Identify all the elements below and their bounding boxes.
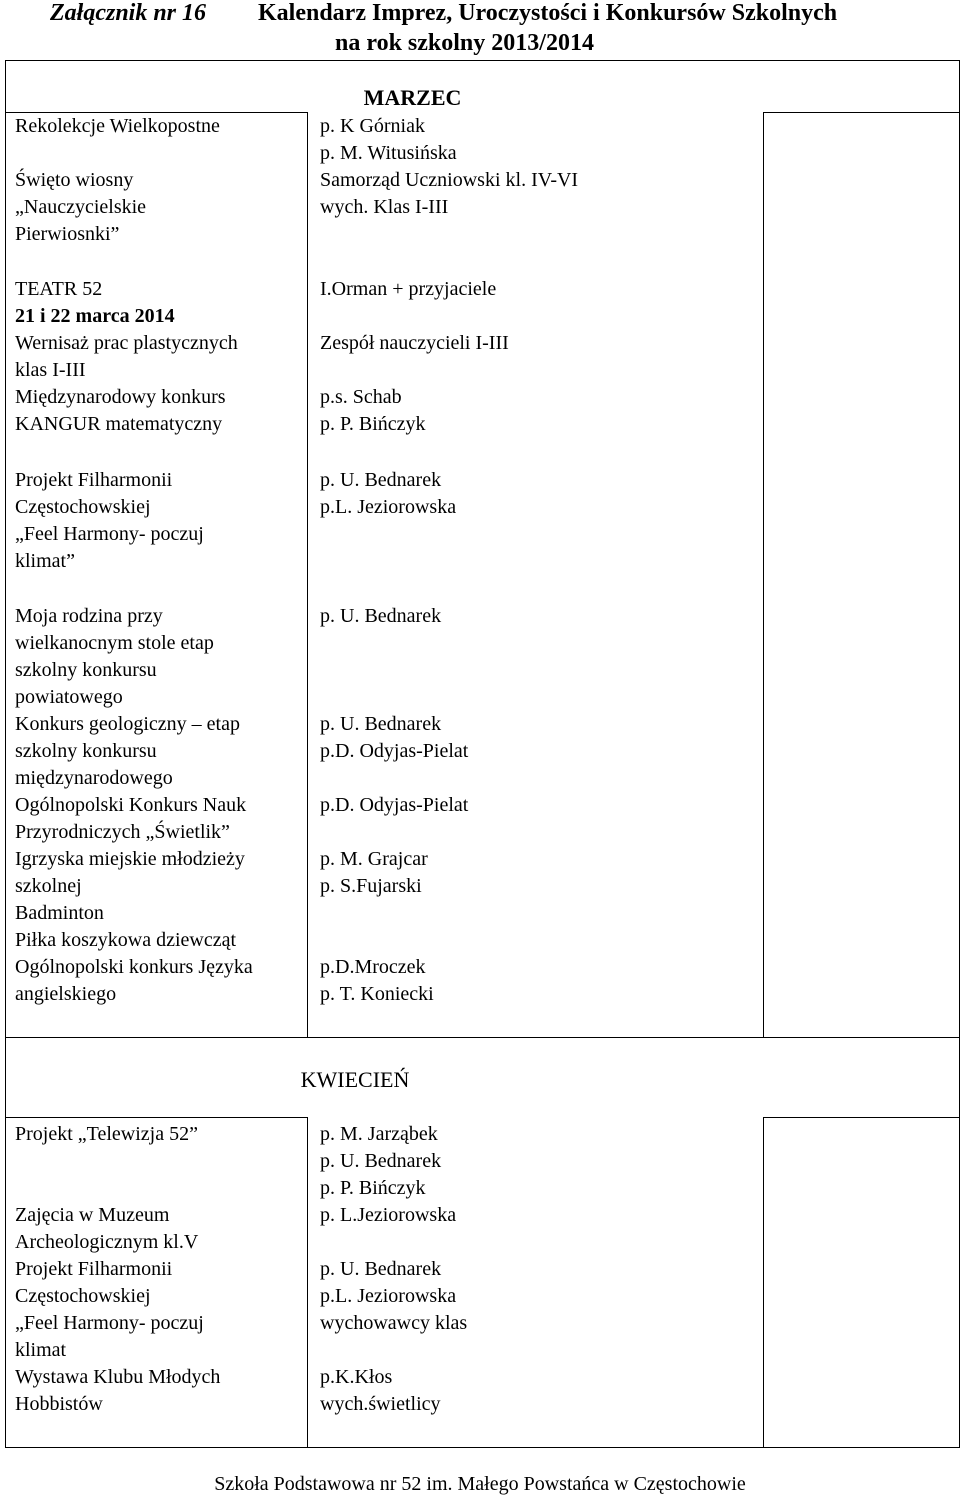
column-divider [307, 112, 308, 1038]
column-divider [307, 1117, 308, 1448]
person-text [320, 684, 468, 711]
event-text: Ogólnopolski Konkurs Nauk [15, 794, 247, 816]
person-text: p. U. Bednarek [320, 1258, 442, 1280]
school-footer: Szkoła Podstawowa nr 52 im. Małego Powstańca w Częstochowie [214, 1473, 746, 1495]
event-text: powiatowego [15, 686, 123, 708]
april-event-cell [15, 1121, 220, 1418]
person-text [320, 1229, 467, 1256]
person-text: p. P. Bińczyk [320, 413, 426, 435]
event-text: klimat” [15, 550, 75, 572]
person-text: wychowawcy klas [320, 1312, 468, 1334]
event-text: Częstochowskiej [15, 496, 151, 518]
event-text: Rekolekcje Wielkopostne [15, 115, 220, 137]
event-text: Hobbistów [15, 1393, 103, 1415]
school-year-subtitle: na rok szkolny 2013/2014 [335, 30, 594, 56]
march-event-cell [15, 467, 204, 575]
attachment-label: Załącznik nr 16 [50, 0, 207, 26]
person-text: p. P. Bińczyk [320, 1177, 426, 1199]
event-text: TEATR 52 [15, 278, 103, 300]
person-text: Zespół nauczycieli I-III [320, 332, 509, 354]
person-text: p.s. Schab [320, 386, 402, 408]
event-text: Moja rodzina przy [15, 605, 163, 627]
person-text: p. M. Grajcar [320, 848, 428, 870]
event-text: Piłka koszykowa dziewcząt [15, 929, 237, 951]
person-text [320, 1337, 467, 1364]
march-responsible-cell [320, 276, 509, 438]
event-text: Częstochowskiej [15, 1285, 151, 1307]
column-divider [763, 1117, 764, 1448]
event-text: międzynarodowego [15, 767, 173, 789]
march-event-cell [15, 167, 146, 248]
person-text: wych. Klas I-III [320, 196, 449, 218]
event-text: Konkurs geologiczny – etap [15, 713, 240, 735]
person-text [320, 657, 468, 684]
event-text: Projekt „Telewizja 52” [15, 1123, 198, 1145]
person-text [320, 900, 468, 927]
event-text: Archeologicznym kl.V [15, 1231, 199, 1253]
event-text: Pierwiosnki” [15, 223, 120, 245]
person-text: p. M. Jarząbek [320, 1123, 438, 1145]
march-responsible-cell [320, 467, 456, 521]
march-event-cell [15, 276, 238, 438]
event-text: Badminton [15, 902, 104, 924]
person-text: p. U. Bednarek [320, 1150, 442, 1172]
person-text: wych.świetlicy [320, 1393, 441, 1415]
march-responsible-cell [320, 603, 468, 1008]
person-text [320, 303, 509, 330]
event-text [15, 1148, 220, 1175]
event-text: szkolny konkursu [15, 659, 157, 681]
person-text [320, 927, 468, 954]
table-border-bottom [5, 1447, 960, 1448]
event-text: Projekt Filharmonii [15, 1258, 173, 1280]
table-border-left [5, 60, 6, 1038]
event-text: Międzynarodowy konkurs [15, 386, 226, 408]
event-text: „Feel Harmony- poczuj [15, 523, 204, 545]
event-text: angielskiego [15, 983, 117, 1005]
event-text: Projekt Filharmonii [15, 469, 173, 491]
person-text: p.L. Jeziorowska [320, 1285, 457, 1307]
column-divider [763, 112, 764, 1038]
row-divider [764, 112, 960, 113]
person-text: p. U. Bednarek [320, 605, 442, 627]
event-text: Wernisaż prac plastycznych [15, 332, 238, 354]
person-text [320, 357, 509, 384]
person-text [320, 819, 468, 846]
event-text: klas I-III [15, 359, 86, 381]
person-text: p.D. Odyjas-Pielat [320, 740, 469, 762]
march-event-cell [15, 113, 220, 140]
person-text [320, 630, 468, 657]
person-text: I.Orman + przyjaciele [320, 278, 497, 300]
table-border-left [5, 1038, 6, 1448]
event-text: Przyrodniczych „Świetlik” [15, 821, 230, 843]
april-responsible-cell [320, 1121, 467, 1418]
person-text: p.K.Kłos [320, 1366, 393, 1388]
table-border-top [5, 60, 960, 61]
row-divider [764, 1117, 960, 1118]
event-text: Zajęcia w Muzeum [15, 1204, 170, 1226]
row-divider [5, 1117, 308, 1118]
event-text [15, 1175, 220, 1202]
march-responsible-cell [320, 113, 578, 221]
person-text: Samorząd Uczniowski kl. IV-VI [320, 169, 579, 191]
march-event-cell [15, 603, 253, 1008]
document-title: Kalendarz Imprez, Uroczystości i Konkursów Szkolnych [258, 0, 838, 26]
event-text: Igrzyska miejskie młodzieży [15, 848, 245, 870]
person-text: p. U. Bednarek [320, 713, 442, 735]
event-text: Święto wiosny [15, 169, 134, 191]
person-text: p. M. Witusińska [320, 142, 457, 164]
person-text: p. T. Koniecki [320, 983, 434, 1005]
event-text: wielkanocnym stole etap [15, 632, 214, 654]
event-date: 21 i 22 marca 2014 [15, 305, 175, 327]
event-text: szkolny konkursu [15, 740, 157, 762]
event-text: Wystawa Klubu Młodych [15, 1366, 221, 1388]
person-text: p. L.Jeziorowska [320, 1204, 457, 1226]
month-march-title: MARZEC [363, 85, 462, 110]
event-text: „Nauczycielskie [15, 196, 147, 218]
event-text: „Feel Harmony- poczuj [15, 1312, 204, 1334]
event-text: szkolnej [15, 875, 82, 897]
person-text: p.D.Mroczek [320, 956, 426, 978]
person-text: p.D. Odyjas-Pielat [320, 794, 469, 816]
person-text: p. K Górniak [320, 115, 425, 137]
person-text: p. S.Fujarski [320, 875, 422, 897]
month-april-title: KWIECIEŃ [300, 1067, 410, 1092]
person-text: p.L. Jeziorowska [320, 496, 457, 518]
person-text [320, 765, 468, 792]
person-text: p. U. Bednarek [320, 469, 442, 491]
event-text: Ogólnopolski konkurs Języka [15, 956, 253, 978]
event-text: klimat [15, 1339, 67, 1361]
event-text: KANGUR matematyczny [15, 413, 223, 435]
table-border-bottom [5, 1037, 960, 1038]
